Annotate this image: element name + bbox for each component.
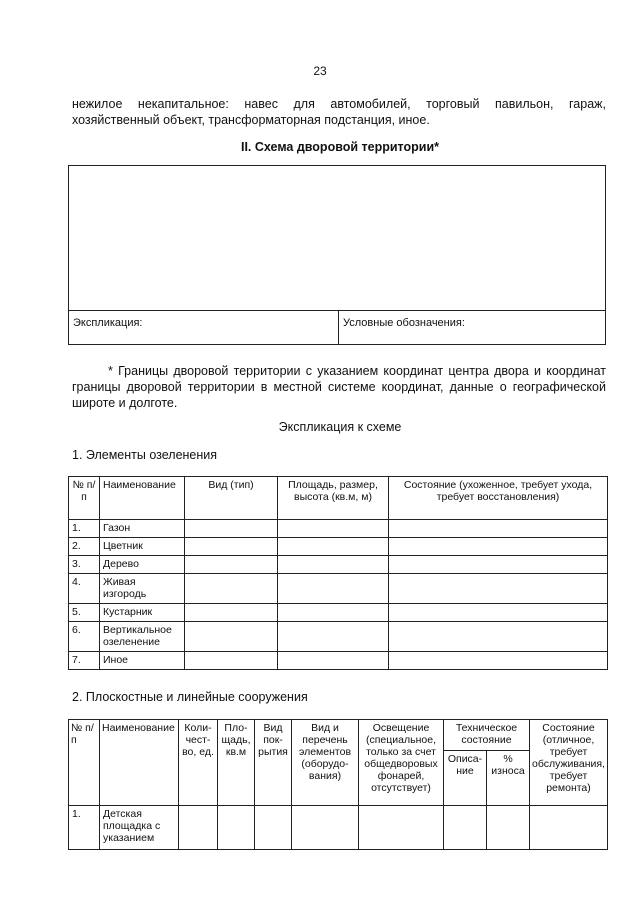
col-type-header: Вид (тип) [185, 477, 278, 520]
table-header-row [69, 477, 608, 520]
empty-cell [389, 556, 608, 574]
empty-cell [278, 622, 389, 652]
col-area-header: Пло-щадь, кв.м [218, 720, 255, 806]
empty-cell [389, 604, 608, 622]
empty-cell [530, 806, 608, 850]
empty-cell [278, 538, 389, 556]
col-name-header: Наименование [100, 720, 179, 806]
row-num: 3. [69, 556, 100, 574]
table-row [69, 604, 608, 622]
schema-box [68, 165, 606, 345]
row-name: Иное [100, 652, 185, 670]
schema-footer [69, 310, 605, 344]
intro-paragraph: нежилое некапитальное: навес для автомобилей, торговый павильон, гараж, хозяйственный объект, трансформаторная подстанция, иное. [72, 97, 606, 127]
table-row [69, 652, 608, 670]
row-num: 1. [69, 520, 100, 538]
col-qty-header: Коли-чест-во, ед. [179, 720, 218, 806]
empty-cell [255, 806, 292, 850]
row-num: 5. [69, 604, 100, 622]
empty-cell [218, 806, 255, 850]
empty-cell [278, 604, 389, 622]
empty-cell [359, 806, 444, 850]
col-num-header: № п/п [69, 720, 100, 806]
empty-cell [278, 556, 389, 574]
row-name: Цветник [100, 538, 185, 556]
structures-table [68, 719, 608, 850]
empty-cell [389, 520, 608, 538]
row-name: Вертикальное озеленение [100, 622, 185, 652]
col-elements-header: Вид и перечень элементов (оборудо-вания) [292, 720, 359, 806]
row-num: 7. [69, 652, 100, 670]
section2-title: 2. Плоскостные и линейные сооружения [72, 690, 308, 704]
col-cover-header: Вид пок-рытия [255, 720, 292, 806]
col-num-header: № п/п [69, 477, 100, 520]
empty-cell [278, 520, 389, 538]
row-num: 4. [69, 574, 100, 604]
empty-cell [487, 806, 530, 850]
empty-cell [389, 574, 608, 604]
table-row [69, 556, 608, 574]
row-name: Газон [100, 520, 185, 538]
row-name: Живая изгородь [100, 574, 185, 604]
empty-cell [185, 604, 278, 622]
col-state-header: Состояние (ухоженное, требует ухода, требует восстановления) [389, 477, 608, 520]
empty-cell [278, 574, 389, 604]
empty-cell [185, 622, 278, 652]
row-num: 6. [69, 622, 100, 652]
greenery-table [68, 476, 608, 670]
empty-cell [389, 538, 608, 556]
empty-cell [292, 806, 359, 850]
explication-title: Экспликация к схеме [278, 420, 402, 434]
col-tech-wear-header: % износа [487, 751, 530, 806]
empty-cell [389, 652, 608, 670]
empty-cell [389, 622, 608, 652]
row-name: Дерево [100, 556, 185, 574]
section1-title: 1. Элементы озеленения [72, 448, 218, 462]
col-name-header: Наименование [100, 477, 185, 520]
legend-label: Условные обозначения: [343, 317, 465, 329]
empty-cell [179, 806, 218, 850]
table-row [69, 622, 608, 652]
row-name: Кустарник [100, 604, 185, 622]
empty-cell [185, 538, 278, 556]
table-row [69, 574, 608, 604]
col-area-header: Площадь, размер, высота (кв.м, м) [278, 477, 389, 520]
empty-cell [185, 520, 278, 538]
row-num: 1. [69, 806, 100, 850]
empty-cell [444, 806, 487, 850]
row-name: Детская площадка с указанием [100, 806, 179, 850]
explication-label: Экспликация: [69, 311, 339, 344]
empty-cell [185, 556, 278, 574]
page-number: 23 [313, 64, 327, 78]
row-num: 2. [69, 538, 100, 556]
col-tech-header: Техническое состояние [444, 720, 530, 751]
table-row [69, 806, 608, 850]
empty-cell [278, 652, 389, 670]
col-tech-desc-header: Описа-ние [444, 751, 487, 806]
col-lighting-header: Освещение (специальное, только за счет общедворовых фонарей, отсутствует) [359, 720, 444, 806]
table-row [69, 538, 608, 556]
table-header-row [69, 720, 608, 751]
footnote: * Границы дворовой территории с указанием координат центра двора и координат границы дворовой территории в местной системе координат, данные о географической широте и долготе. [72, 364, 606, 410]
section-heading: II. Схема дворовой территории* [240, 140, 440, 154]
table-row [69, 520, 608, 538]
empty-cell [185, 652, 278, 670]
empty-cell [185, 574, 278, 604]
col-state-header: Состояние (отличное, требует обслуживания, требует ремонта) [530, 720, 608, 806]
